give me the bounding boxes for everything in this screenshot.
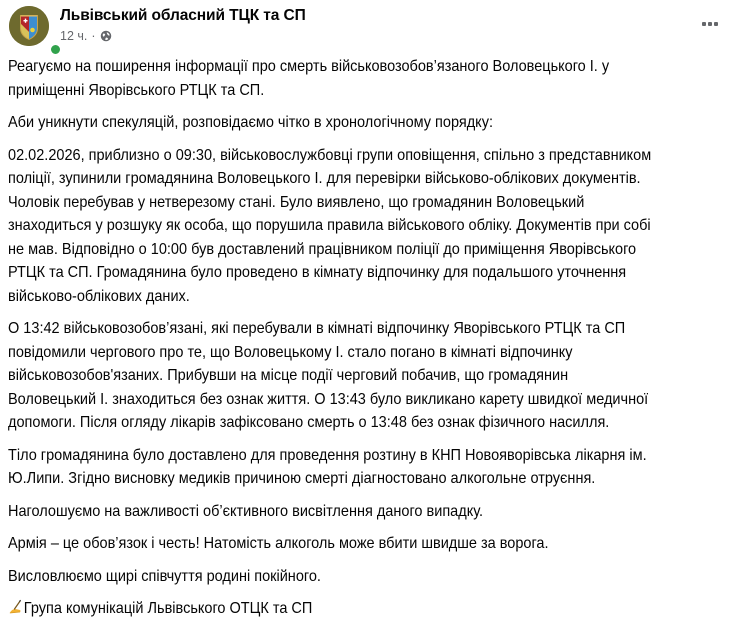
text-line: Тіло громадянина було доставлено для проведення розтину в КНП Новояворівська лікарня ім. [8,446,647,464]
paragraph-army-statement [8,532,729,556]
text-line: приміщенні Яворівського РТЦК та СП. [8,81,265,99]
coat-of-arms-avatar-icon [9,6,49,46]
more-options-button[interactable] [696,14,724,34]
text-line: знаходиться у розшуку як особа, що порушила правила військового обліку. Документів при собі [8,217,651,234]
text-line: допомоги. Після огляду лікарів зафіксовано смерть о 13:48 без ознак фізичного насилля. [8,414,610,431]
more-dots-icon [708,22,712,26]
more-dots-icon [714,22,718,26]
text-line: Армія – це обов’язок і честь! Натомість алкоголь може вбити швидше за ворога. [8,535,549,552]
paragraph-incident [8,317,729,435]
text-line: військово-облікових даних. [8,287,190,305]
text-line: не мав. Відповідно о 10:00 був доставлений працівником поліції до приміщення Яворівського [8,240,637,258]
globe-icon[interactable] [100,30,112,42]
page-avatar[interactable] [9,6,49,46]
paragraph-condolences [8,565,729,589]
text-line: РТЦК та СП. Громадянина було проведено в кімнату відпочинку для подальшого уточнення [8,264,627,281]
paragraph-emphasis [8,500,729,524]
page-name-link[interactable]: Львівський обласний ТЦК та СП [60,7,306,24]
post-text [8,55,729,630]
paragraph-chronology-intro [8,111,729,135]
more-dots-icon [702,22,706,26]
meta-separator: · [91,29,96,43]
text-line: Реагуємо на поширення інформації про смерть військовозобов’язаного Воловецького І. у [8,58,610,75]
text-line: Ю.Липи. Згідно висновку медиків причиною смерті діагностовано алкогольне отруєння. [8,470,596,487]
paragraph-autopsy [8,444,729,491]
paragraph-detention [8,144,729,309]
signature-text: Група комунікацій Львівського ОТЦК та СП [23,600,313,617]
paragraph-intro [8,55,729,102]
text-line: Висловлюємо щирі співчуття родині покійного. [8,567,321,585]
text-line: поліції, зупинили громадянина Воловецького І. для перевірки військово-облікових документів. [8,170,641,187]
writing-hand-icon [8,599,23,615]
text-line: 02.02.2026, приблизно о 09:30, військовослужбовці групи оповіщення, спільно з представником [8,146,652,164]
text-line: Чоловік перебував у нетверезому стані. Було виявлено, що громадянин Воловецький [8,193,585,211]
text-line: повідомили чергового про те, що Воловецькому І. стало погано в кімнаті відпочинку [8,343,573,361]
signature-line [8,597,729,621]
paragraph-signature [8,597,729,621]
text-line: Воловецький І. знаходиться без ознак життя. О 13:43 було викликано карету швидкої медичної [8,390,649,408]
text-line: О 13:42 військовозобов’язані, які перебували в кімнаті відпочинку Яворівського РТЦК та СП [8,320,626,337]
post-header [0,0,740,50]
text-line: Аби уникнути спекуляцій, розповідаємо чітко в хронологічному порядку: [8,114,493,131]
post-timestamp[interactable]: 12 ч. [60,29,88,43]
text-line: Наголошуємо на важливості об’єктивного висвітлення даного випадку. [8,502,484,520]
text-line: військовозобов'язаних. Прибувши на місце події черговий побачив, що громадянин [8,367,569,384]
post-meta [60,29,112,43]
